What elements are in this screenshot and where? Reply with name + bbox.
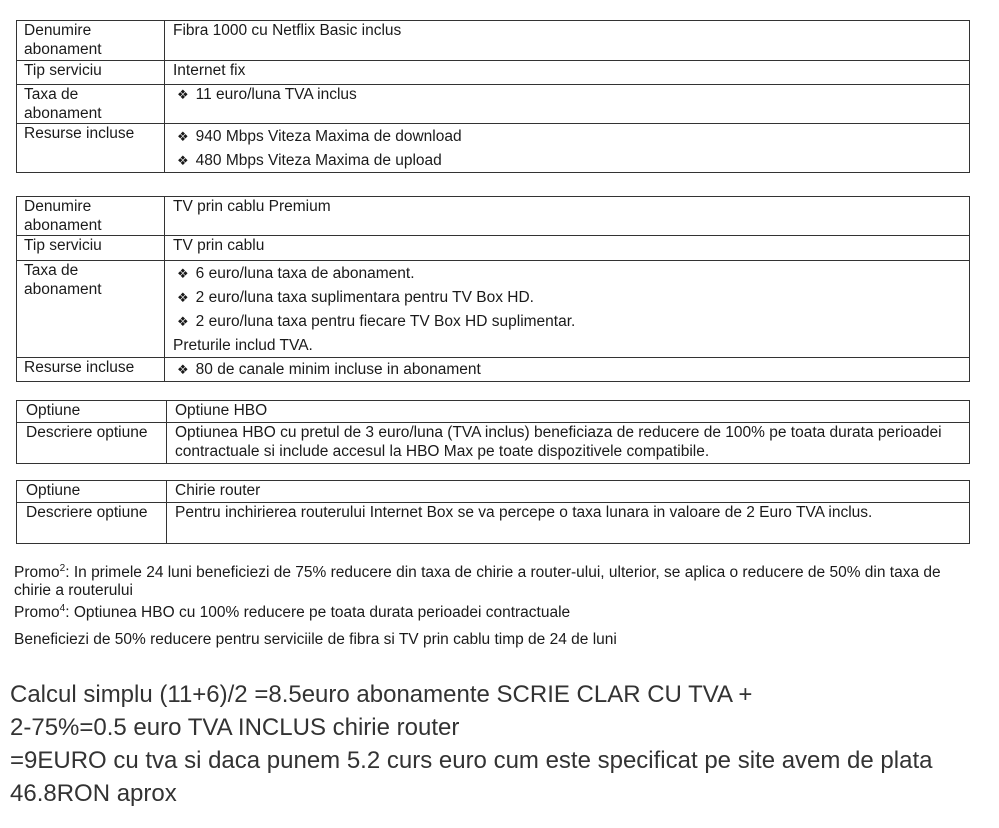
- table-row: [17, 401, 970, 423]
- table-row: [17, 261, 970, 358]
- footnote-marker: 4: [59, 602, 66, 614]
- fee-value: [165, 85, 970, 124]
- subscription-name-value: Fibra 1000 cu Netflix Basic inclus: [165, 21, 970, 61]
- promo-label: Promo: [14, 564, 60, 581]
- subscription-name-label: Denumire abonament: [17, 21, 165, 61]
- service-type-label: Tip serviciu: [17, 61, 165, 85]
- option-description-label: Descriere optiune: [17, 423, 167, 464]
- option-label: Optiune: [17, 401, 167, 423]
- hbo-option-table: [16, 400, 970, 464]
- list-item: ❖ 940 Mbps Viteza Maxima de download: [173, 127, 961, 146]
- tv-subscription-table: [16, 196, 970, 382]
- fee-value: [165, 261, 970, 358]
- calc-line-3: =9EURO cu tva si daca punem 5.2 curs euro cum este specificat pe site avem de plata: [10, 747, 933, 774]
- option-description-label: Descriere optiune: [17, 503, 167, 544]
- service-type-label: Tip serviciu: [17, 236, 165, 261]
- option-description-value: Pentru inchirierea routerului Internet Box se va percepe o taxa lunara in valoare de 2 Euro TVA inclus.: [167, 503, 970, 544]
- table-row: [17, 85, 970, 124]
- table-row: [17, 21, 970, 61]
- subscription-name-value: TV prin cablu Premium: [165, 197, 970, 236]
- resources-value: [165, 358, 970, 382]
- resources-value: [165, 124, 970, 173]
- calc-line-1: Calcul simplu (11+6)/2 =8.5euro abonamente SCRIE CLAR CU TVA +: [10, 681, 753, 708]
- calc-line-2: 2-75%=0.5 euro TVA INCLUS chirie router: [10, 714, 460, 741]
- promo-text: : Optiunea HBO cu 100% reducere pe toata durata perioadei contractuale: [65, 604, 571, 621]
- list-item: ❖ 80 de canale minim incluse in abonament: [173, 360, 961, 379]
- option-value: Optiune HBO: [167, 401, 970, 423]
- calc-line-4: 46.8RON aprox: [10, 780, 177, 807]
- table-row: [17, 197, 970, 236]
- subscription-name-label: Denumire abonament: [17, 197, 165, 236]
- list-item: ❖ 11 euro/luna TVA inclus: [173, 85, 961, 104]
- promo-label: Promo: [14, 604, 60, 621]
- table-row: [17, 481, 970, 503]
- service-type-value: Internet fix: [165, 61, 970, 85]
- fee-label: Taxa de abonament: [17, 261, 165, 358]
- table-row: [17, 61, 970, 85]
- calculation-note: [10, 678, 995, 810]
- resources-label: Resurse incluse: [17, 124, 165, 173]
- table-row: [17, 503, 970, 544]
- option-description-value: Optiunea HBO cu pretul de 3 euro/luna (TVA inclus) beneficiaza de reducere de 100% pe toata durata perioadei contractuale si include accesul la HBO Max pe toate dispozitivele compatibile.: [167, 423, 970, 464]
- resources-label: Resurse incluse: [17, 358, 165, 382]
- footnote-marker: 2: [59, 562, 66, 574]
- list-item: ❖ 2 euro/luna taxa suplimentara pentru TV Box HD.: [173, 288, 961, 307]
- fee-label: Taxa de abonament: [17, 85, 165, 124]
- table-row: [17, 358, 970, 382]
- price-note: Preturile includ TVA.: [173, 337, 313, 354]
- service-type-value: TV prin cablu: [165, 236, 970, 261]
- table-row: [17, 236, 970, 261]
- internet-subscription-table: [16, 20, 970, 173]
- promo-note-2: [14, 564, 964, 600]
- promo-text: : In primele 24 luni beneficiezi de 75% reducere din taxa de chirie a router-ului, ulterior, se aplica o reducere de 50% din taxa de chirie a routerului: [14, 564, 941, 599]
- list-item: ❖ 480 Mbps Viteza Maxima de upload: [173, 151, 961, 170]
- option-label: Optiune: [17, 481, 167, 503]
- router-option-table: [16, 480, 970, 544]
- list-item: ❖ 2 euro/luna taxa pentru fiecare TV Box HD suplimentar.: [173, 312, 961, 331]
- option-value: Chirie router: [167, 481, 970, 503]
- table-row: [17, 423, 970, 464]
- discount-note: Beneficiezi de 50% reducere pentru serviciile de fibra si TV prin cablu timp de 24 de luni: [14, 631, 617, 648]
- table-row: [17, 124, 970, 173]
- list-item: ❖ 6 euro/luna taxa de abonament.: [173, 264, 961, 283]
- promo-note-4: [14, 604, 964, 622]
